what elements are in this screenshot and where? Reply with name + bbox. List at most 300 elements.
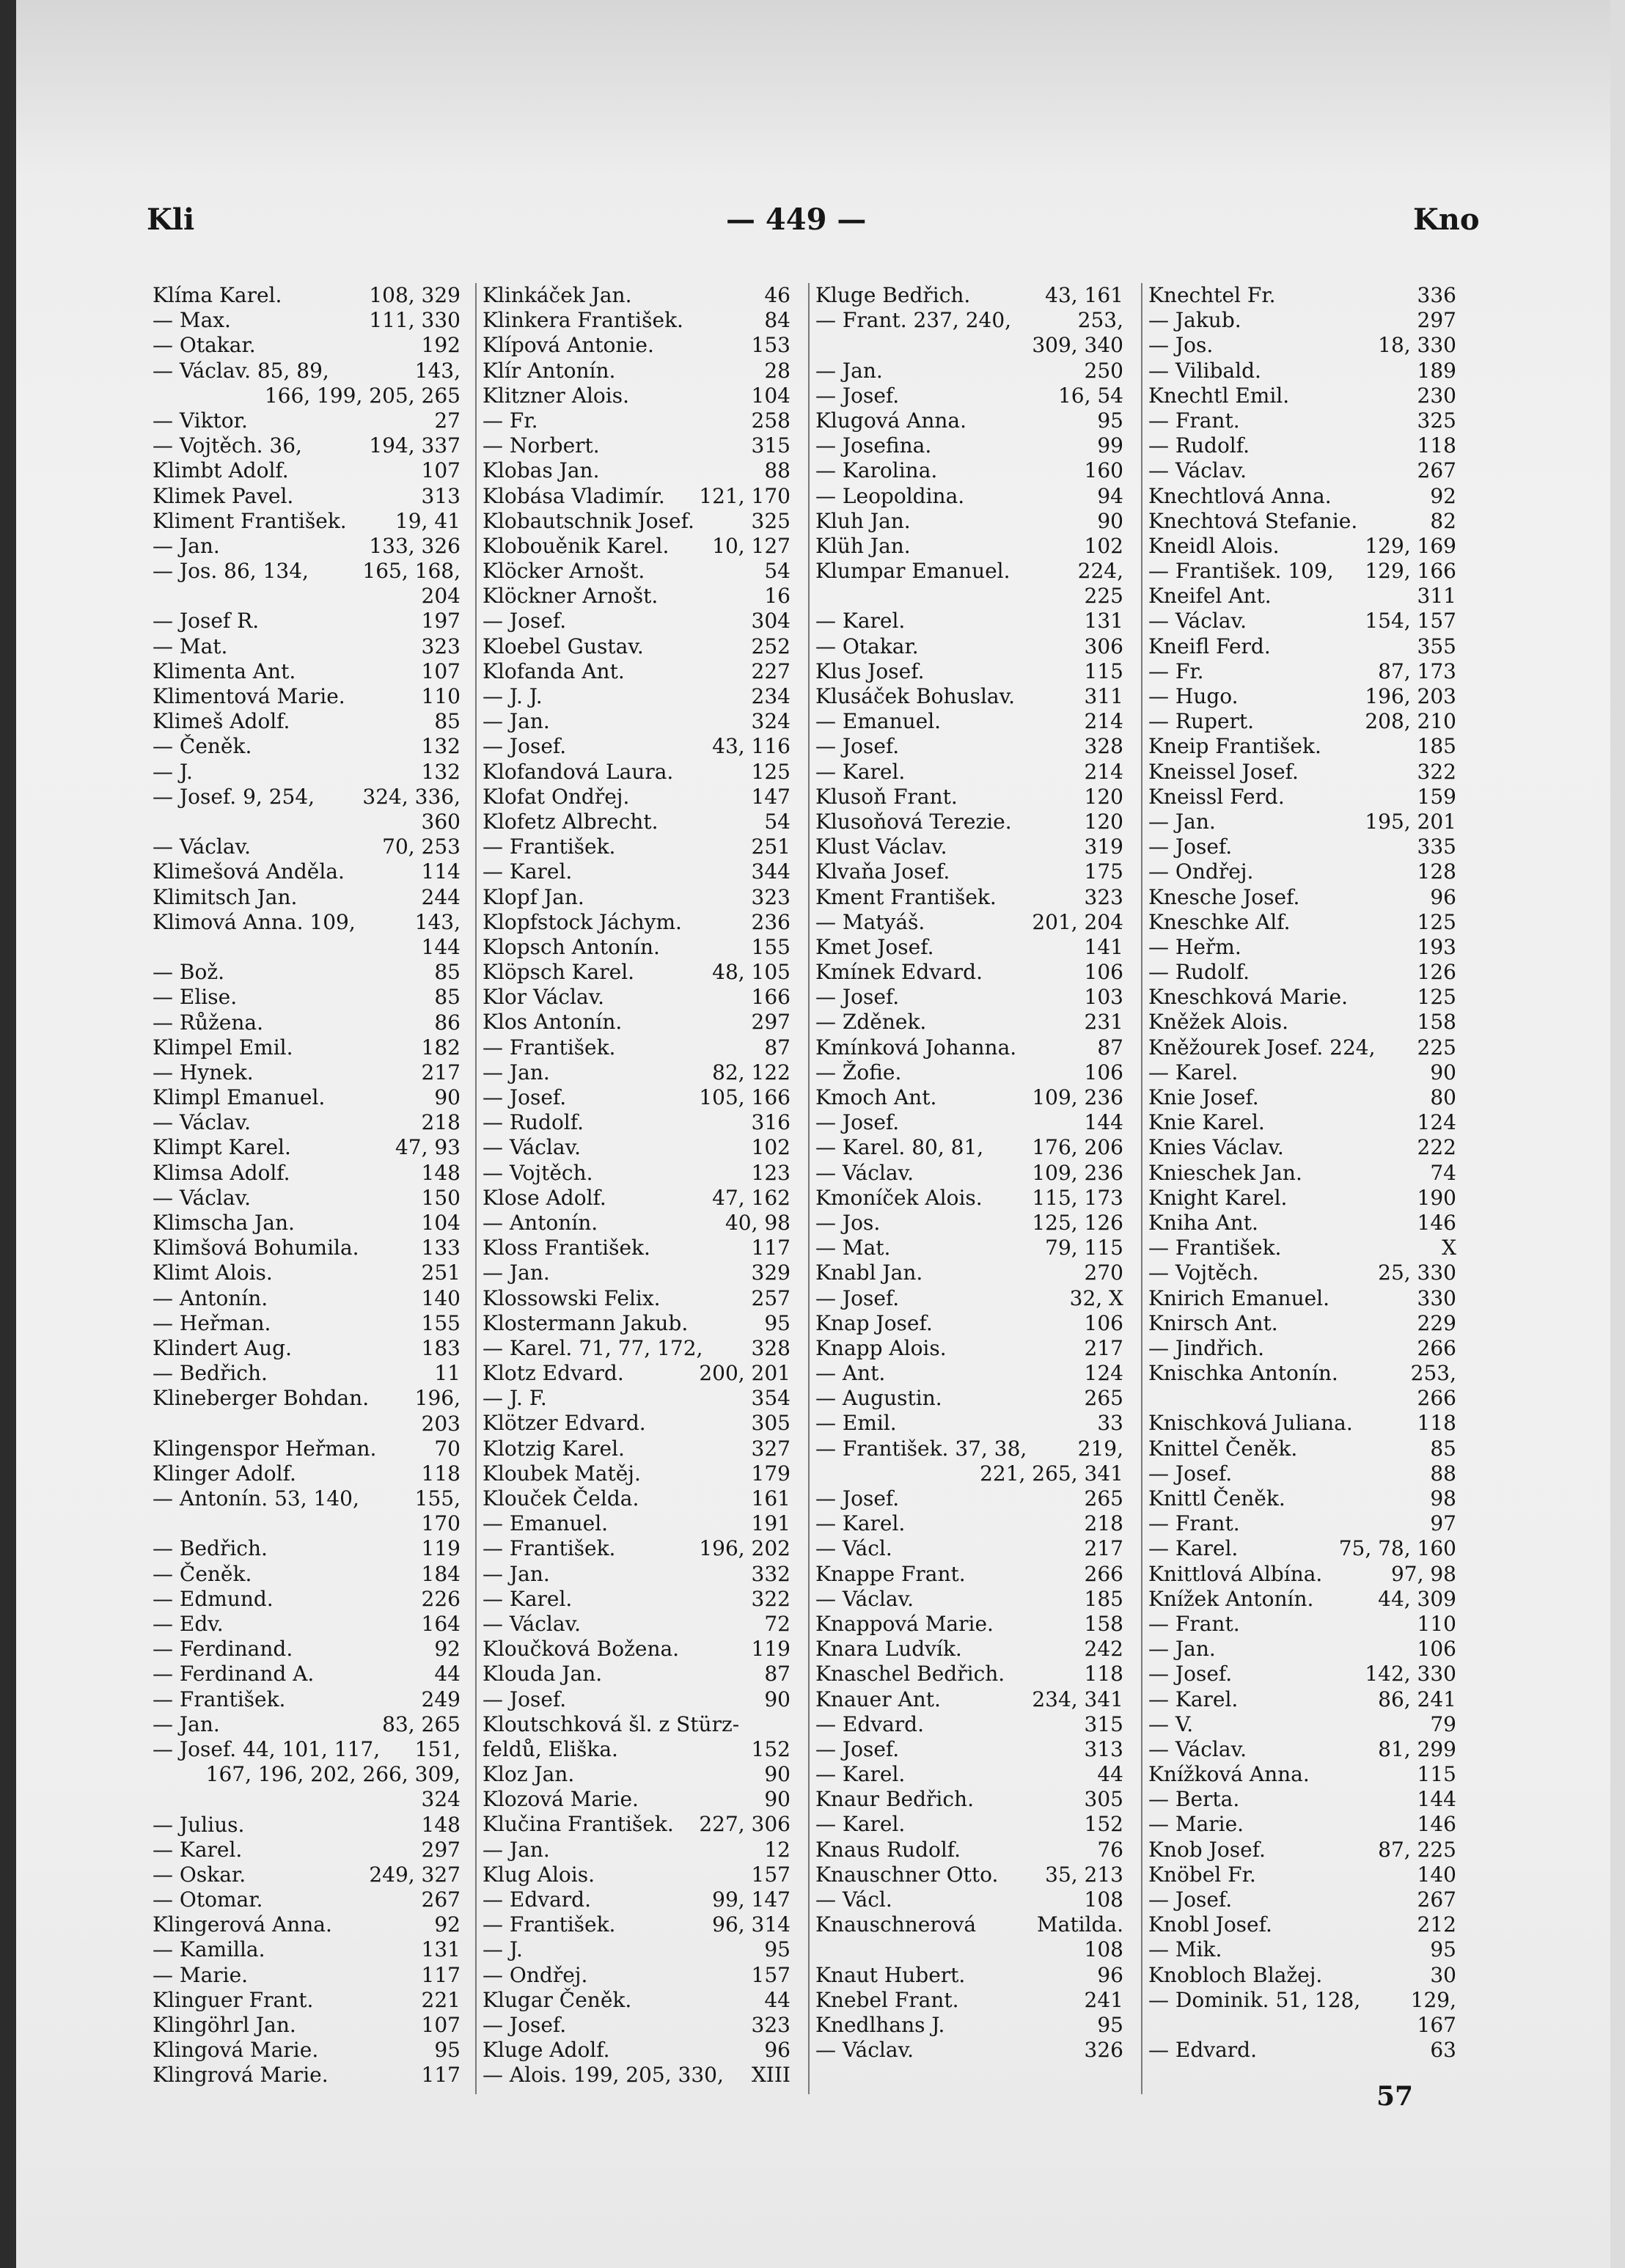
entry-name: Klobása Vladimír.: [483, 483, 665, 508]
entry-name: Klimitsch Jan.: [153, 884, 298, 909]
entry-pages: 161: [751, 1486, 791, 1511]
entry-name: Klossowski Felix.: [483, 1285, 661, 1310]
entry-pages: 214: [1084, 759, 1123, 784]
entry-name: — Berta.: [1148, 1787, 1240, 1812]
list-item: [153, 1010, 461, 1035]
entry-name: — Edv.: [153, 1612, 224, 1637]
entry-pages: 119: [421, 1536, 461, 1561]
list-item: [1148, 1712, 1456, 1737]
list-item: [1148, 609, 1456, 634]
entry-pages: 96: [1097, 1962, 1123, 1987]
entry-name: — Jan.: [483, 1060, 550, 1085]
list-item: [1148, 1211, 1456, 1236]
entry-pages: 47, 162: [712, 1185, 791, 1210]
list-item: [1148, 1912, 1456, 1937]
entry-pages: 155,: [414, 1486, 461, 1511]
entry-pages: 325: [751, 508, 791, 533]
entry-name: Klinkera František.: [483, 308, 683, 333]
list-item: [815, 1386, 1123, 1411]
entry-name: — Václav.: [483, 1135, 581, 1160]
list-item: [815, 1236, 1123, 1260]
list-item: [815, 1988, 1123, 2013]
entry-name: Kmoch Ant.: [815, 1085, 937, 1110]
list-item: [815, 1812, 1123, 1837]
entry-name: — Josef.: [1148, 834, 1233, 859]
entry-pages: 90: [764, 1687, 791, 1711]
entry-pages: 43, 161: [1045, 283, 1123, 307]
list-item: [153, 2038, 461, 2063]
entry-name: Klingová Marie.: [153, 2038, 319, 2063]
list-item: [815, 1612, 1123, 1637]
entry-pages-continued: 167, 196, 202, 266, 309,: [205, 1762, 461, 1787]
list-item: [815, 1035, 1123, 1060]
list-item: [153, 634, 461, 659]
entry-name: — Edmund.: [153, 1586, 274, 1611]
list-item: [815, 1135, 1123, 1160]
entry-pages: 328: [1084, 734, 1123, 759]
entry-name: Kniha Ant.: [1148, 1210, 1258, 1235]
list-item: [153, 1085, 461, 1110]
entry-name: — Václav.: [815, 1160, 914, 1185]
list-item: [483, 885, 791, 910]
entry-pages: 304: [751, 609, 791, 634]
entry-name: Klusoňová Terezie.: [815, 809, 1012, 834]
entry-name: Knobl Josef.: [1148, 1912, 1272, 1937]
list-item: [815, 1737, 1123, 1762]
list-item: [153, 885, 461, 910]
list-item: [815, 734, 1123, 759]
list-item: [153, 534, 461, 559]
list-item: [815, 1186, 1123, 1211]
list-item: [483, 1010, 791, 1035]
entry-name: Knaut Hubert.: [815, 1962, 966, 1987]
list-item: [483, 684, 791, 709]
list-item: [153, 684, 461, 709]
list-item: [1148, 333, 1456, 358]
list-item: [1148, 1562, 1456, 1587]
list-item: [153, 1637, 461, 1662]
list-item: [153, 1486, 461, 1536]
list-item: [1148, 1010, 1456, 1035]
list-item: [1148, 308, 1456, 333]
entry-name: Kluge Bedřich.: [815, 283, 971, 307]
entry-pages: 118: [1084, 1662, 1123, 1687]
entry-pages: 332: [751, 1561, 791, 1586]
entry-name: Klötzer Edvard.: [483, 1411, 646, 1436]
entry-pages: 265: [1084, 1486, 1123, 1511]
entry-name: — Antonín.: [153, 1285, 268, 1310]
list-item: [1148, 834, 1456, 859]
entry-pages: 133, 326: [369, 533, 461, 558]
entry-pages: 297: [751, 1010, 791, 1035]
entry-pages: 176, 206: [1032, 1135, 1123, 1160]
entry-pages: 46: [764, 283, 791, 307]
entry-pages: 165, 168,: [362, 559, 461, 584]
entry-name: — Vojtěch.: [483, 1160, 593, 1185]
list-item: [1148, 810, 1456, 834]
page-number: — 449 —: [726, 202, 867, 237]
entry-name: — Karel.: [1148, 1687, 1239, 1711]
entry-pages: 106: [1417, 1637, 1456, 1662]
entry-name: Klinger Adolf.: [153, 1461, 296, 1486]
entry-name: — Edvard.: [483, 1887, 591, 1912]
list-item: [483, 308, 791, 333]
list-item: [483, 1336, 791, 1361]
entry-pages: 267: [421, 1887, 461, 1912]
list-item: [1148, 910, 1456, 935]
list-item: [483, 609, 791, 634]
entry-pages: 120: [1084, 784, 1123, 809]
entry-pages: 197: [421, 609, 461, 634]
entry-name: Klostermann Jakub.: [483, 1310, 689, 1335]
list-item: [1148, 1787, 1456, 1812]
list-item: [815, 2013, 1123, 2038]
entry-name: Kmoníček Alois.: [815, 1185, 983, 1210]
entry-pages: 16, 54: [1057, 383, 1123, 408]
entry-pages: 227: [751, 658, 791, 683]
entry-name: — Mat.: [815, 1236, 891, 1260]
entry-name: Klumpar Emanuel.: [815, 559, 1010, 584]
entry-name: Knedlhans J.: [815, 2013, 945, 2037]
entry-pages: 32, X: [1069, 1285, 1123, 1310]
entry-name: — Jan.: [153, 533, 220, 558]
list-item: [153, 1361, 461, 1386]
entry-pages: 99: [1097, 433, 1123, 458]
list-item: [483, 1085, 791, 1110]
entry-name: — Václav.: [1148, 458, 1247, 483]
entry-pages-continued: 204: [421, 584, 461, 609]
entry-name: Klimscha Jan.: [153, 1211, 295, 1235]
list-item: [815, 1436, 1123, 1486]
list-item: [815, 1637, 1123, 1662]
list-item: [483, 1511, 791, 1536]
entry-pages: 249: [421, 1687, 461, 1711]
list-item: [1148, 1336, 1456, 1361]
entry-name: — Augustin.: [815, 1386, 942, 1411]
entry-name: Klimsa Adolf.: [153, 1160, 290, 1185]
list-item: [1148, 1762, 1456, 1787]
list-item: [815, 283, 1123, 308]
list-item: [815, 1161, 1123, 1186]
entry-name: — Vilibald.: [1148, 358, 1261, 383]
entry-name: Klobouěnik Karel.: [483, 533, 670, 558]
list-item: [815, 308, 1123, 358]
list-item: [153, 760, 461, 785]
entry-name: — Bedřich.: [153, 1361, 268, 1386]
list-item: [153, 359, 461, 408]
list-item: [815, 1361, 1123, 1386]
list-item: [815, 1336, 1123, 1361]
list-item: [483, 458, 791, 483]
entry-pages: 43, 116: [712, 734, 791, 759]
entry-pages: 75, 78, 160: [1338, 1536, 1456, 1561]
entry-name: — Hynek.: [153, 1060, 254, 1085]
entry-name: Knechtl Emil.: [1148, 383, 1290, 408]
entry-name: — Josef.: [483, 1085, 567, 1109]
entry-pages: 126: [1417, 960, 1456, 985]
entry-pages: 217: [1084, 1536, 1123, 1561]
entry-name: — Vojtěch.: [1148, 1260, 1259, 1285]
entry-pages: 270: [1084, 1260, 1123, 1285]
list-item: [1148, 509, 1456, 534]
list-item: [483, 383, 791, 408]
entry-name: — Frant.: [1148, 408, 1240, 433]
entry-name: Klusoň Frant.: [815, 784, 958, 809]
header-right-guide: Kno: [1413, 202, 1480, 237]
list-item: [815, 1787, 1123, 1812]
list-item: [153, 1035, 461, 1060]
entry-pages: 234: [751, 684, 791, 708]
list-item: [815, 659, 1123, 684]
list-item: [483, 1787, 791, 1812]
list-item: [483, 1612, 791, 1637]
list-item: [1148, 359, 1456, 383]
entry-name: Knechtel Fr.: [1148, 283, 1276, 307]
entry-pages: 195, 201: [1365, 809, 1456, 834]
entry-name: — J. F.: [483, 1386, 547, 1411]
entry-pages: 143,: [414, 358, 461, 383]
entry-pages: 105, 166: [699, 1085, 791, 1109]
list-item: [1148, 634, 1456, 659]
list-item: [1148, 1286, 1456, 1311]
list-item: [153, 1963, 461, 1988]
list-item: [153, 1060, 461, 1085]
entry-pages: 324, 336,: [362, 784, 461, 809]
entry-name: — Dominik. 51, 128,: [1148, 1987, 1361, 2012]
entry-pages: 27: [434, 408, 461, 433]
entry-name: Kneidl Alois.: [1148, 533, 1280, 558]
list-item: [153, 1887, 461, 1912]
list-item: [483, 1161, 791, 1186]
entry-name: — Otomar.: [153, 1887, 263, 1912]
entry-pages: 95: [1097, 2013, 1123, 2037]
entry-pages: 12: [764, 1837, 791, 1862]
entry-name: — Žofie.: [815, 1060, 902, 1085]
list-item: [483, 1060, 791, 1085]
list-item: [153, 834, 461, 859]
list-item: [815, 1486, 1123, 1511]
list-item: [815, 1060, 1123, 1085]
list-item: [1148, 1988, 1456, 2038]
entry-name: Klor Václav.: [483, 985, 605, 1010]
entry-name: — Jan.: [153, 1711, 220, 1736]
entry-name: Knížek Antonín.: [1148, 1586, 1314, 1611]
entry-name: — Emanuel.: [815, 709, 942, 734]
list-item: [153, 308, 461, 333]
entry-pages: 85: [434, 985, 461, 1010]
list-item: [1148, 1838, 1456, 1863]
directory-page: [16, 0, 1610, 2268]
entry-name: Knauer Ant.: [815, 1687, 941, 1711]
entry-pages: 90: [764, 1787, 791, 1812]
entry-pages: 179: [751, 1461, 791, 1486]
entry-name: Klopsch Antonín.: [483, 934, 660, 959]
entry-name: — Jindřich.: [1148, 1335, 1264, 1360]
entry-name: Knaschel Bedřich.: [815, 1662, 1005, 1687]
entry-name: Klíma Karel.: [153, 283, 282, 307]
entry-name: — Frant.: [1148, 1511, 1240, 1536]
entry-pages: 95: [1097, 408, 1123, 433]
entry-name: — Mik.: [1148, 1937, 1222, 1962]
entry-name: Knie Josef.: [1148, 1085, 1259, 1109]
entry-name: Knesche Josef.: [1148, 884, 1300, 909]
list-item: [815, 1311, 1123, 1336]
entry-pages: 146: [1417, 1812, 1456, 1837]
entry-pages: 70: [434, 1436, 461, 1461]
list-item: [815, 1110, 1123, 1135]
entry-name: — J.: [483, 1937, 523, 1962]
list-item: [483, 1035, 791, 1060]
entry-name: — Kamilla.: [153, 1937, 265, 1962]
entry-pages: 107: [421, 658, 461, 683]
list-item: [483, 1211, 791, 1236]
entry-pages: 82, 122: [712, 1060, 791, 1085]
list-item: [153, 1336, 461, 1361]
entry-pages: 30: [1430, 1962, 1456, 1987]
entry-name: Knapp Alois.: [815, 1335, 947, 1360]
list-item: [483, 534, 791, 559]
entry-name: — Karolina.: [815, 458, 938, 483]
entry-name: Kneschková Marie.: [1148, 985, 1349, 1010]
entry-name: — Elise.: [153, 985, 238, 1010]
entry-pages: 95: [434, 2038, 461, 2063]
entry-pages-continued: 167: [1417, 2012, 1456, 2037]
entry-pages: 86, 241: [1378, 1687, 1456, 1711]
entry-pages: 44: [1097, 1762, 1123, 1787]
entry-pages: 330: [1417, 1285, 1456, 1310]
entry-name: — Čeněk.: [153, 734, 252, 759]
entry-name: — Josef.: [815, 734, 900, 759]
entry-pages: 86: [434, 1010, 461, 1035]
list-item: [153, 1937, 461, 1962]
entry-name: — Ant.: [815, 1361, 886, 1386]
list-item: [483, 1236, 791, 1260]
entry-name: — Josef.: [815, 1736, 900, 1761]
entry-name: — Otakar.: [153, 333, 256, 358]
entry-pages: 131: [1084, 609, 1123, 634]
entry-name: Kněžourek Josef. 224,: [1148, 1035, 1376, 1060]
entry-pages: 244: [421, 884, 461, 909]
list-item: [483, 1361, 791, 1386]
list-item: [815, 1260, 1123, 1285]
entry-pages: 231: [1084, 1010, 1123, 1035]
entry-pages: 311: [1084, 684, 1123, 709]
list-item: [483, 1486, 791, 1511]
entry-name: — Josef.: [483, 1687, 567, 1711]
list-item: [1148, 985, 1456, 1010]
entry-name: — Fr.: [483, 408, 538, 433]
entry-name: Klimbt Adolf.: [153, 458, 289, 483]
entry-pages: 144: [1417, 1787, 1456, 1812]
list-item: [1148, 2038, 1456, 2063]
entry-pages: 322: [751, 1586, 791, 1611]
entry-name: — Zděnek.: [815, 1010, 927, 1035]
entry-name: — Josef R.: [153, 609, 260, 634]
entry-name: — Leopoldina.: [815, 483, 965, 508]
entry-pages: 201, 204: [1032, 909, 1123, 934]
entry-name: Knittl Čeněk.: [1148, 1486, 1285, 1511]
list-item: [153, 1236, 461, 1260]
entry-name: — Fr.: [1148, 658, 1204, 683]
list-item: [483, 1135, 791, 1160]
list-item: [483, 2038, 791, 2063]
entry-pages: 236: [751, 909, 791, 934]
entry-pages: 319: [1084, 834, 1123, 859]
entry-name: Klimšová Bohumila.: [153, 1236, 359, 1260]
list-item: [1148, 408, 1456, 433]
entry-pages: 154, 157: [1365, 609, 1456, 634]
entry-name: — Josef.: [483, 734, 567, 759]
entry-name: — Josef.: [815, 1486, 900, 1511]
list-item: [1148, 760, 1456, 785]
entry-pages: X: [1442, 1236, 1456, 1260]
entry-name: — Jakub.: [1148, 308, 1241, 333]
column-divider: [1141, 283, 1142, 2094]
entry-pages: 221: [421, 1987, 461, 2012]
entry-pages: 92: [434, 1912, 461, 1937]
entry-pages: 102: [751, 1135, 791, 1160]
entry-name: — Jan.: [483, 1260, 550, 1285]
list-item: [153, 1662, 461, 1687]
entry-name: Knobloch Blažej.: [1148, 1962, 1323, 1987]
list-item: [483, 484, 791, 509]
entry-name: — Marie.: [153, 1962, 249, 1987]
entry-name: Kneip František.: [1148, 734, 1321, 759]
entry-name: Knirsch Ant.: [1148, 1310, 1278, 1335]
list-item: [1148, 283, 1456, 308]
entry-pages: 196, 203: [1365, 684, 1456, 708]
entry-pages: 193: [1417, 934, 1456, 959]
entry-pages: 185: [1417, 734, 1456, 759]
entry-name: Klobas Jan.: [483, 458, 600, 483]
entry-pages: 82: [1430, 508, 1456, 533]
list-item: [815, 408, 1123, 433]
entry-name: Klofandová Laura.: [483, 759, 674, 784]
list-item: [483, 1988, 791, 2013]
column-2: [483, 283, 791, 2088]
entry-pages: 47, 93: [395, 1135, 461, 1160]
list-item: [1148, 1110, 1456, 1135]
list-item: [483, 1587, 791, 1612]
list-item: [483, 1887, 791, 1912]
list-item: [815, 1411, 1123, 1436]
entry-pages: 323: [751, 884, 791, 909]
entry-name: — Josef. 9, 254,: [153, 784, 315, 809]
entry-pages: 115: [1084, 658, 1123, 683]
entry-pages: 80: [1430, 1085, 1456, 1109]
entry-name: — František.: [153, 1687, 286, 1711]
entry-name: Knischková Juliana.: [1148, 1411, 1353, 1436]
entry-name: — Václav.: [153, 1185, 251, 1210]
entry-name: — Edvard.: [1148, 2038, 1257, 2063]
entry-name: — Růžena.: [153, 1010, 263, 1035]
list-item: [153, 559, 461, 609]
entry-pages: 25, 330: [1378, 1260, 1456, 1285]
entry-name: — Rudolf.: [1148, 960, 1250, 985]
entry-name: Klugová Anna.: [815, 408, 966, 433]
entry-pages: 324: [421, 1787, 461, 1812]
entry-name: Klofetz Albrecht.: [483, 809, 659, 834]
entry-pages: 192: [421, 333, 461, 358]
entry-pages: 242: [1084, 1637, 1123, 1662]
entry-pages: Matilda.: [1036, 1912, 1123, 1937]
list-item: [483, 559, 791, 584]
list-item: [483, 1937, 791, 1962]
entry-name: Klučina František.: [483, 1812, 674, 1837]
list-item: [483, 659, 791, 684]
list-item: [483, 359, 791, 383]
entry-pages: 226: [421, 1586, 461, 1611]
